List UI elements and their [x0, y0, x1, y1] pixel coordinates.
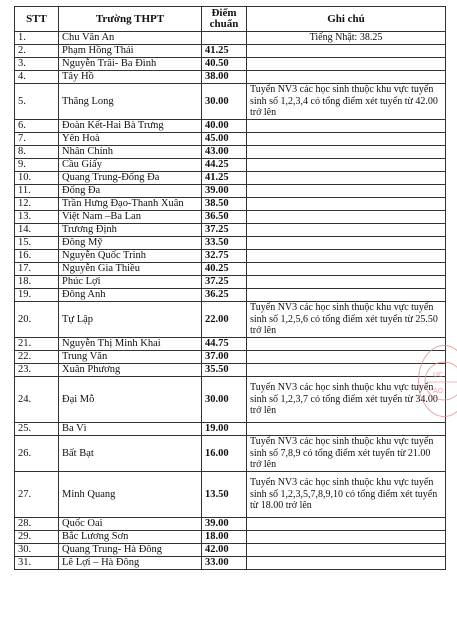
row-school-name: Quang Trung-Đống Đa	[59, 172, 202, 185]
row-school-name: Phạm Hồng Thái	[59, 45, 202, 58]
row-school-name: Bắc Lương Sơn	[59, 531, 202, 544]
row-note	[247, 71, 446, 84]
row-note	[247, 146, 446, 159]
row-note: Tuyển NV3 các học sinh thuộc khu vực tuyển sinh số 7,8,9 có tổng điểm xét tuyển từ 21.00 trở lên	[247, 436, 446, 472]
row-cutoff-score: 40.25	[202, 263, 247, 276]
admission-score-table	[14, 6, 446, 570]
row-cutoff-score: 36.50	[202, 211, 247, 224]
table-row	[15, 198, 446, 211]
header-note: Ghi chú	[247, 7, 446, 32]
table-row	[15, 338, 446, 351]
table-row	[15, 84, 446, 120]
table-row	[15, 289, 446, 302]
row-note	[247, 58, 446, 71]
row-school-name: Thăng Long	[59, 84, 202, 120]
row-school-name: Cầu Giấy	[59, 159, 202, 172]
row-stt: 21.	[15, 338, 59, 351]
row-school-name: Đông Anh	[59, 289, 202, 302]
table-row	[15, 172, 446, 185]
row-school-name: Tây Hồ	[59, 71, 202, 84]
row-stt: 3.	[15, 58, 59, 71]
table-row	[15, 71, 446, 84]
row-cutoff-score: 35.50	[202, 364, 247, 377]
row-school-name: Đại Mỗ	[59, 377, 202, 423]
table-row	[15, 237, 446, 250]
row-note	[247, 338, 446, 351]
row-school-name: Việt Nam –Ba Lan	[59, 211, 202, 224]
row-school-name: Ba Vì	[59, 423, 202, 436]
row-school-name: Lê Lợi – Hà Đông	[59, 557, 202, 570]
row-stt: 27.	[15, 472, 59, 518]
row-note	[247, 289, 446, 302]
row-cutoff-score: 43.00	[202, 146, 247, 159]
row-cutoff-score: 39.00	[202, 518, 247, 531]
row-stt: 24.	[15, 377, 59, 423]
row-note	[247, 237, 446, 250]
svg-text:ỤC: ỤC	[433, 371, 444, 379]
row-stt: 26.	[15, 436, 59, 472]
row-stt: 14.	[15, 224, 59, 237]
table-row	[15, 364, 446, 377]
row-cutoff-score: 18.00	[202, 531, 247, 544]
row-stt: 4.	[15, 71, 59, 84]
row-note	[247, 544, 446, 557]
row-cutoff-score: 40.50	[202, 58, 247, 71]
table-row	[15, 544, 446, 557]
row-note	[247, 351, 446, 364]
row-stt: 25.	[15, 423, 59, 436]
row-cutoff-score: 36.25	[202, 289, 247, 302]
row-school-name: Đông Mỹ	[59, 237, 202, 250]
row-school-name: Quốc Oai	[59, 518, 202, 531]
row-cutoff-score	[202, 32, 247, 45]
document-page	[14, 6, 446, 570]
table-row	[15, 377, 446, 423]
row-school-name: Phúc Lợi	[59, 276, 202, 289]
row-cutoff-score: 45.00	[202, 133, 247, 146]
row-note	[247, 557, 446, 570]
row-school-name: Yên Hoà	[59, 133, 202, 146]
row-stt: 28.	[15, 518, 59, 531]
table-row	[15, 263, 446, 276]
row-cutoff-score: 19.00	[202, 423, 247, 436]
row-cutoff-score: 42.00	[202, 544, 247, 557]
table-row	[15, 133, 446, 146]
table-row	[15, 423, 446, 436]
row-stt: 30.	[15, 544, 59, 557]
row-note: Tuyển NV3 các học sinh thuộc khu vực tuyển sinh số 1,2,5,6 có tổng điểm xét tuyển từ 25.50 trở lên	[247, 302, 446, 338]
table-row	[15, 58, 446, 71]
row-stt: 12.	[15, 198, 59, 211]
table-row	[15, 557, 446, 570]
row-stt: 2.	[15, 45, 59, 58]
row-cutoff-score: 44.25	[202, 159, 247, 172]
row-stt: 6.	[15, 120, 59, 133]
row-note	[247, 120, 446, 133]
row-stt: 22.	[15, 351, 59, 364]
row-cutoff-score: 37.00	[202, 351, 247, 364]
row-cutoff-score: 33.50	[202, 237, 247, 250]
row-note	[247, 133, 446, 146]
row-school-name: Xuân Phương	[59, 364, 202, 377]
row-stt: 20.	[15, 302, 59, 338]
row-stt: 15.	[15, 237, 59, 250]
table-row	[15, 146, 446, 159]
header-stt: STT	[15, 7, 59, 32]
table-row	[15, 185, 446, 198]
row-note	[247, 250, 446, 263]
row-cutoff-score: 16.00	[202, 436, 247, 472]
row-stt: 7.	[15, 133, 59, 146]
table-row	[15, 518, 446, 531]
row-note	[247, 172, 446, 185]
row-note	[247, 263, 446, 276]
table-row	[15, 250, 446, 263]
row-school-name: Nguyễn Gia Thiều	[59, 263, 202, 276]
table-header-row	[15, 7, 446, 32]
row-note	[247, 224, 446, 237]
row-note: Tuyển NV3 các học sinh thuộc khu vực tuyển sinh số 1,2,3,7 có tổng điểm xét tuyển từ 34.00 trở lên	[247, 377, 446, 423]
row-stt: 8.	[15, 146, 59, 159]
row-cutoff-score: 30.00	[202, 377, 247, 423]
row-note	[247, 518, 446, 531]
row-note: Tuyển NV3 các học sinh thuộc khu vực tuyển sinh số 1,2,3,4 có tổng điểm xét tuyển từ 42.00 trở lên	[247, 84, 446, 120]
row-school-name: Chu Văn An	[59, 32, 202, 45]
row-note	[247, 423, 446, 436]
row-cutoff-score: 22.00	[202, 302, 247, 338]
table-body	[15, 32, 446, 570]
row-cutoff-score: 33.00	[202, 557, 247, 570]
row-cutoff-score: 40.00	[202, 120, 247, 133]
row-school-name: Đoàn Kết-Hai Bà Trưng	[59, 120, 202, 133]
row-cutoff-score: 41.25	[202, 45, 247, 58]
row-school-name: Đống Đa	[59, 185, 202, 198]
row-cutoff-score: 37.25	[202, 276, 247, 289]
table-row	[15, 211, 446, 224]
row-stt: 5.	[15, 84, 59, 120]
row-stt: 18.	[15, 276, 59, 289]
table-row	[15, 224, 446, 237]
row-school-name: Minh Quang	[59, 472, 202, 518]
table-row	[15, 351, 446, 364]
row-note	[247, 45, 446, 58]
row-note	[247, 276, 446, 289]
row-stt: 29.	[15, 531, 59, 544]
row-cutoff-score: 39.00	[202, 185, 247, 198]
row-note	[247, 531, 446, 544]
row-school-name: Tự Lập	[59, 302, 202, 338]
row-cutoff-score: 44.75	[202, 338, 247, 351]
row-school-name: Nguyễn Trãi- Ba Đình	[59, 58, 202, 71]
row-stt: 17.	[15, 263, 59, 276]
row-school-name: Quang Trung- Hà Đông	[59, 544, 202, 557]
row-stt: 19.	[15, 289, 59, 302]
row-cutoff-score: 37.25	[202, 224, 247, 237]
row-cutoff-score: 32.75	[202, 250, 247, 263]
table-row	[15, 302, 446, 338]
row-school-name: Trương Định	[59, 224, 202, 237]
svg-text:ÀO: ÀO	[433, 387, 444, 395]
row-note	[247, 185, 446, 198]
table-row	[15, 276, 446, 289]
row-stt: 31.	[15, 557, 59, 570]
header-score: Điểm chuẩn	[202, 7, 247, 32]
row-stt: 11.	[15, 185, 59, 198]
table-row	[15, 32, 446, 45]
row-school-name: Nguyễn Thị Minh Khai	[59, 338, 202, 351]
row-stt: 10.	[15, 172, 59, 185]
row-cutoff-score: 13.50	[202, 472, 247, 518]
table-row	[15, 45, 446, 58]
row-note	[247, 211, 446, 224]
row-stt: 13.	[15, 211, 59, 224]
row-note: Tuyển NV3 các học sinh thuộc khu vực tuyển sinh số 1,2,3,5,7,8,9,10 có tổng điểm xét tuyển từ 18.00 trở lên	[247, 472, 446, 518]
row-school-name: Nguyễn Quốc Trinh	[59, 250, 202, 263]
row-cutoff-score: 38.50	[202, 198, 247, 211]
row-cutoff-score: 30.00	[202, 84, 247, 120]
table-row	[15, 436, 446, 472]
table-row	[15, 472, 446, 518]
row-stt: 16.	[15, 250, 59, 263]
row-school-name: Trung Văn	[59, 351, 202, 364]
table-row	[15, 531, 446, 544]
header-school: Trường THPT	[59, 7, 202, 32]
row-note	[247, 364, 446, 377]
row-stt: 1.	[15, 32, 59, 45]
row-note: Tiếng Nhật: 38.25	[247, 32, 446, 45]
row-cutoff-score: 41.25	[202, 172, 247, 185]
row-note	[247, 198, 446, 211]
row-note	[247, 159, 446, 172]
row-school-name: Bất Bạt	[59, 436, 202, 472]
row-stt: 23.	[15, 364, 59, 377]
table-row	[15, 120, 446, 133]
row-stt: 9.	[15, 159, 59, 172]
table-row	[15, 159, 446, 172]
row-cutoff-score: 38.00	[202, 71, 247, 84]
row-school-name: Nhân Chính	[59, 146, 202, 159]
row-school-name: Trần Hưng Đạo-Thanh Xuân	[59, 198, 202, 211]
